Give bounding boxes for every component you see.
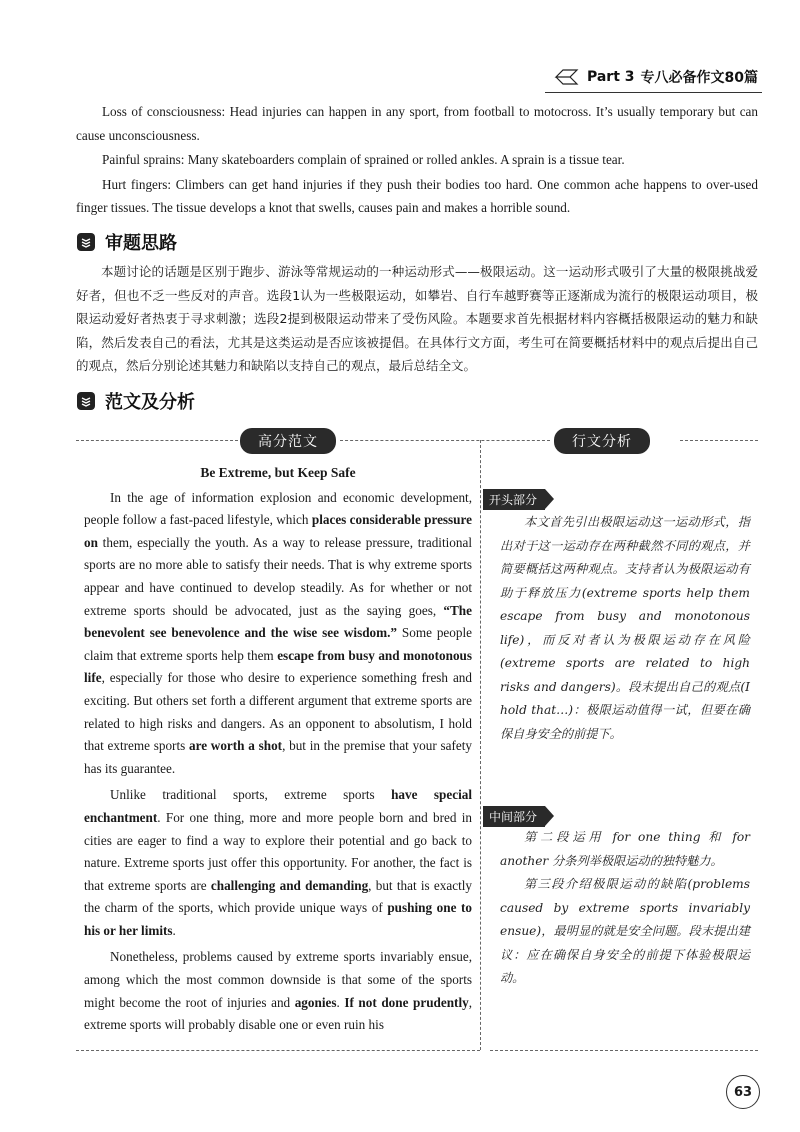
frame-top-middle (340, 440, 550, 441)
essay-title: Be Extreme, but Keep Safe (200, 465, 356, 480)
frame-divider (480, 440, 481, 1050)
frame-top-left (76, 440, 238, 441)
text-run: , especially for those who desire to experience something fresh and exciting. But others set forth a different argument that extreme sports are related to high risks and dangers. As an opponent to absolutism, I hold that extreme sports (84, 670, 472, 754)
notes-middle-text-1: 第二段运用 for one thing 和 for another 分条列举极限运动的独特魅力。 (500, 830, 750, 868)
text-run: Nonetheless, problems caused by extreme sports invariably ensue, among which the most common downside is that some of the sports might become the root of injuries and (84, 949, 472, 1010)
sample-essay (84, 462, 472, 1041)
text-run: , but in the premise that your safety has its guarantee. (84, 738, 473, 776)
header-title: 专八必备作文80篇 (640, 70, 758, 86)
page-number: 63 (726, 1075, 760, 1109)
text-run: , but that is exactly the charm of the sports, which provide unique ways of (84, 877, 472, 916)
book-icon (77, 233, 95, 251)
analysis-paragraph: 本题讨论的话题是区别于跑步、游泳等常规运动的一种运动形式——极限运动。这一运动形式吸引了大量的极限挑战爱好者，但也不乏一些反对的声音。选段1认为一些极限运动，如攀岩、自行车越野赛等正逐渐成为流行的极限运动项目，极限运动爱好者热衷于寻求刺激；选段2提到极限运动带来了受伤风险。本题要求首先根据材料内容概括极限运动的魅力和缺陷，然后发表自己的看法，尤其是这类运动是否应该被提倡。在具体行文方面，考生可在简要概括材料中的观点后提出自己的观点，然后分别论述其魅力和缺陷以支持自己的观点，最后总结全文。 (76, 264, 758, 374)
section-title-sample: 范文及分析 (77, 388, 195, 414)
text-run: In the age of information explosion and economic development, people follow a fast-paced lifestyle, which (84, 489, 472, 528)
bold-phrase: agonies (294, 994, 337, 1010)
notes-opening-text: 本文首先引出极限运动这一运动形式，指出对于这一运动存在两种截然不同的观点，并简要概括这两种观点。支持者认为极限运动有助于释放压力(extreme sports help them escape from busy and monotonous life)，而反对者认为极限运动存在风险(extreme sports are related to high risks and dangers)。段末提出自己的观点(I hold that…)：极限运动值得一试，但要在确保自身安全的前提下。 (500, 515, 750, 741)
bold-phrase: have special enchantment (84, 787, 472, 825)
text-run: Some people claim that extreme sports help them (84, 625, 472, 663)
intro-paragraph: Hurt fingers: Climbers can get hand injuries if they push their bodies too hard. One common ache happens to over-used finger tissues. The tissue develops a knot that swells, causes pain and makes a horrible sound. (76, 176, 758, 215)
frame-bottom-left (76, 1050, 480, 1051)
notes-middle (500, 826, 750, 991)
essay-paragraph-2 (84, 784, 472, 942)
header-rule (545, 92, 762, 93)
notes-opening (500, 511, 750, 746)
text-run: . (172, 922, 176, 938)
notes-middle-text-2: 第三段介绍极限运动的缺陷(problems caused by extreme sports invariably ensue)，最明显的就是安全问题。段末提出建议：应在确保自身安全的前提下体验极限运动。 (500, 877, 750, 985)
bold-phrase: If not done prudently (344, 994, 469, 1010)
section-title-analysis: 审题思路 (77, 229, 177, 255)
text-run: . (336, 994, 345, 1010)
tab-sample-essay: 高分范文 (240, 428, 336, 454)
bold-phrase: “The benevolent see benevolence and the wise see wisdom.” (84, 602, 472, 641)
header-part: Part 3 (586, 69, 635, 85)
text-run: Unlike traditional sports, extreme sports (110, 787, 392, 803)
tab-writing-analysis: 行文分析 (554, 428, 650, 454)
label-middle: 中间部分 (483, 806, 545, 827)
intro-block (76, 100, 758, 221)
text-run: . For one thing, more and more people born and bred in cities are eager to find a way to explore their potential and go back to nature. Extreme sports just offer this opportunity. For another, the fact is that extreme sports are (84, 809, 472, 893)
cube-logo-icon (553, 66, 581, 88)
essay-paragraph-3 (84, 946, 472, 1036)
book-icon (77, 392, 95, 410)
intro-paragraph: Painful sprains: Many skateboarders complain of sprained or rolled ankles. A sprain is a tissue tear. (102, 152, 625, 167)
frame-bottom-right (490, 1050, 758, 1051)
bold-phrase: pushing one to his or her limits (84, 900, 472, 938)
text-run: them, especially the youth. As a way to release pressure, traditional sports are no more able to satisfy their needs. That is why extreme sports appear and have continued to develop steadily. As for whether or not extreme sports should be advocated, just as the saying goes, (84, 534, 472, 618)
bold-phrase: escape from busy and monotonous life (84, 647, 473, 686)
label-opening: 开头部分 (483, 489, 545, 510)
frame-top-right (680, 440, 758, 441)
page-header (553, 66, 758, 88)
essay-paragraph-1 (84, 487, 472, 781)
bold-phrase: are worth a shot (189, 738, 283, 754)
bold-phrase: challenging and demanding (210, 877, 369, 893)
intro-paragraph: Loss of consciousness: Head injuries can happen in any sport, from football to motocross. It’s usually temporary but can cause unconsciousness. (76, 104, 758, 143)
text-run: , extreme sports will probably disable one or even ruin his (84, 994, 473, 1033)
bold-phrase: places considerable pressure on (84, 512, 472, 550)
